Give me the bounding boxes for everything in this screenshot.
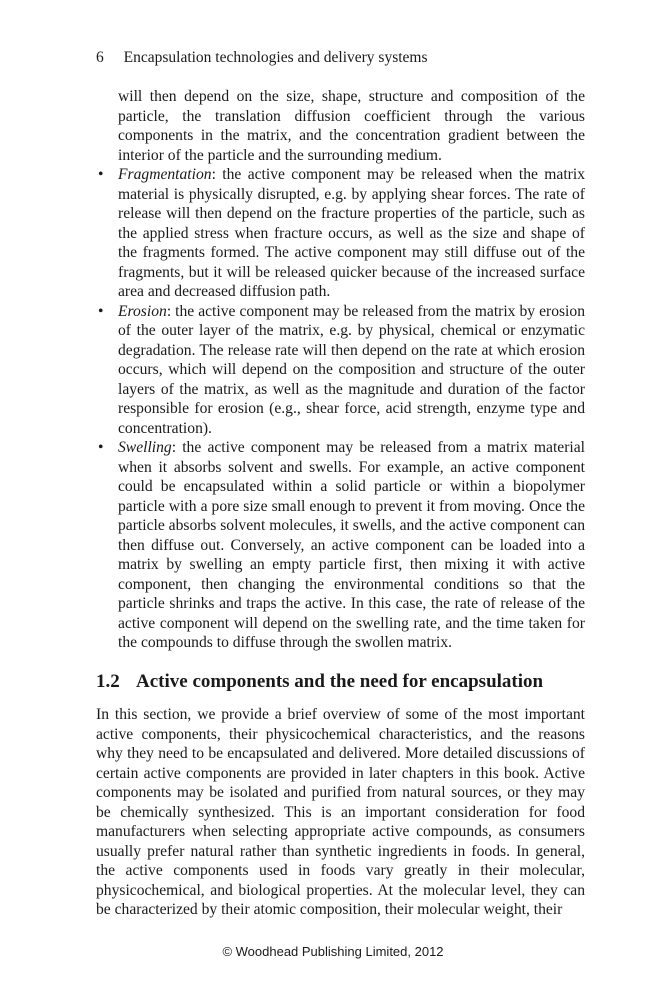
continuation-paragraph: will then depend on the size, shape, structure and composition of the particle, the translation diffusion coefficient through the various components in the matrix, and the concentration gradient between the interior of the particle and the surrounding medium. (118, 88, 585, 164)
copyright-footer: © Woodhead Publishing Limited, 2012 (222, 944, 444, 959)
release-mechanisms-list (96, 165, 585, 653)
list-item-text: : the active component may be released from the matrix by erosion of the outer layer of the matrix, e.g. by physical, chemical or enzymatic degradation. The release rate will then depend on the rate at which erosion occurs, which will depend on the composition and structure of the outer layers of the matrix, as well as the magnitude and duration of the factor responsible for erosion (e.g., shear force, acid strength, enzyme type and concentration). (118, 302, 585, 437)
bullet-icon: • (98, 439, 104, 456)
list-item-text: : the active component may be released from a matrix material when it absorbs solvent and swells. For example, an active component could be encapsulated within a solid particle or within a biopolymer particle with a pore size small enough to prevent it from moving. Once the particle absorbs solvent molecules, it swells, and the active component can then diffuse out. Conversely, an active component can be loaded into a matrix by swelling an empty particle first, then mixing it with active component, then changing the environmental conditions so that the particle shrinks and traps the active. In this case, the rate of release of the active component will depend on the swelling rate, and the time taken for the compounds to diffuse through the swollen matrix. (118, 439, 585, 651)
list-item-term: Swelling (118, 439, 172, 456)
section-body-paragraph: In this section, we provide a brief overview of some of the most important active components, their physicochemical characteristics, and the reasons why they need to be encapsulated and delivered. More detailed discussions of certain active components are provided in later chapters in this book. Active components may be isolated and purified from natural sources, or they may be chemically synthesized. This is an important consideration for food manufacturers when selecting appropriate active compounds, as consumers usually prefer natural rather than synthetic ingredients in foods. In general, the active components used in foods vary greatly in their molecular, physicochemical, and biological properties. At the molecular level, they can be characterized by their atomic composition, their molecular weight, their (96, 706, 585, 918)
list-item-erosion (96, 302, 585, 439)
running-title: Encapsulation technologies and delivery systems (123, 49, 428, 66)
page-number: 6 (96, 49, 104, 66)
section-title: Active components and the need for encapsulation (136, 671, 544, 692)
list-item-term: Fragmentation (118, 166, 212, 183)
section-heading (96, 670, 585, 694)
bullet-icon: • (98, 166, 104, 183)
list-item-term: Erosion (118, 302, 167, 320)
list-item-fragmentation (96, 165, 585, 302)
running-header (96, 48, 428, 68)
list-item-swelling (96, 438, 585, 653)
section-body-block (96, 705, 585, 920)
list-item-text: : the active component may be released when the matrix material is physically disrupted, e.g. by applying shear forces. The rate of release will then depend on the fracture properties of the particle, such as the applied stress when fracture occurs, as well as the size and shape of the fragments formed. The active component may still diffuse out of the fragments, but it will be released quicker because of the increased surface area and decreased diffusion path. (118, 166, 585, 300)
continuation-paragraph-block (96, 87, 585, 165)
section-number: 1.2 (96, 671, 120, 692)
release-mechanisms-list-block (96, 165, 585, 653)
bullet-icon: • (98, 302, 104, 320)
